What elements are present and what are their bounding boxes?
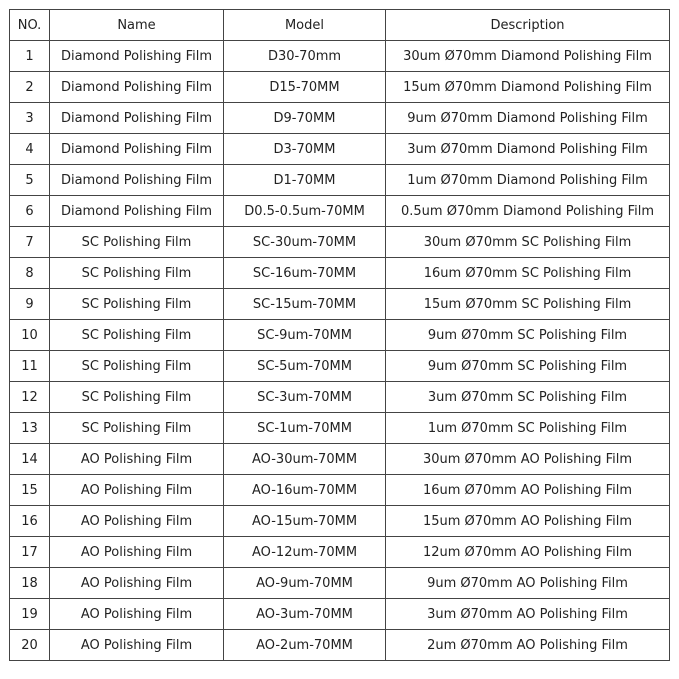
table-row bbox=[10, 444, 670, 475]
cell-description: 2um Ø70mm AO Polishing Film bbox=[386, 630, 670, 661]
cell-no: 5 bbox=[10, 165, 50, 196]
table-row bbox=[10, 475, 670, 506]
cell-description: 0.5um Ø70mm Diamond Polishing Film bbox=[386, 196, 670, 227]
cell-no: 19 bbox=[10, 599, 50, 630]
table-row bbox=[10, 103, 670, 134]
cell-description: 15um Ø70mm SC Polishing Film bbox=[386, 289, 670, 320]
table-row bbox=[10, 289, 670, 320]
cell-name: AO Polishing Film bbox=[50, 537, 224, 568]
cell-description: 12um Ø70mm AO Polishing Film bbox=[386, 537, 670, 568]
cell-no: 8 bbox=[10, 258, 50, 289]
table-row bbox=[10, 630, 670, 661]
cell-description: 3um Ø70mm AO Polishing Film bbox=[386, 599, 670, 630]
cell-model: D15-70MM bbox=[224, 72, 386, 103]
product-table bbox=[9, 9, 670, 661]
table-row bbox=[10, 196, 670, 227]
cell-model: AO-15um-70MM bbox=[224, 506, 386, 537]
cell-model: AO-30um-70MM bbox=[224, 444, 386, 475]
cell-no: 15 bbox=[10, 475, 50, 506]
cell-description: 9um Ø70mm Diamond Polishing Film bbox=[386, 103, 670, 134]
cell-description: 3um Ø70mm SC Polishing Film bbox=[386, 382, 670, 413]
table-row bbox=[10, 258, 670, 289]
cell-no: 12 bbox=[10, 382, 50, 413]
cell-name: Diamond Polishing Film bbox=[50, 134, 224, 165]
table-row bbox=[10, 506, 670, 537]
cell-name: Diamond Polishing Film bbox=[50, 165, 224, 196]
table-row bbox=[10, 134, 670, 165]
table-row bbox=[10, 41, 670, 72]
cell-name: AO Polishing Film bbox=[50, 444, 224, 475]
cell-name: AO Polishing Film bbox=[50, 599, 224, 630]
cell-model: SC-15um-70MM bbox=[224, 289, 386, 320]
cell-no: 4 bbox=[10, 134, 50, 165]
table-row bbox=[10, 320, 670, 351]
cell-model: D0.5-0.5um-70MM bbox=[224, 196, 386, 227]
table-row bbox=[10, 72, 670, 103]
cell-description: 3um Ø70mm Diamond Polishing Film bbox=[386, 134, 670, 165]
table-row bbox=[10, 413, 670, 444]
cell-model: D1-70MM bbox=[224, 165, 386, 196]
cell-description: 9um Ø70mm AO Polishing Film bbox=[386, 568, 670, 599]
cell-no: 11 bbox=[10, 351, 50, 382]
table-row bbox=[10, 599, 670, 630]
header-model: Model bbox=[224, 10, 386, 41]
table-row bbox=[10, 165, 670, 196]
cell-no: 16 bbox=[10, 506, 50, 537]
cell-model: AO-12um-70MM bbox=[224, 537, 386, 568]
cell-description: 9um Ø70mm SC Polishing Film bbox=[386, 320, 670, 351]
cell-no: 18 bbox=[10, 568, 50, 599]
cell-no: 17 bbox=[10, 537, 50, 568]
cell-model: SC-1um-70MM bbox=[224, 413, 386, 444]
cell-name: SC Polishing Film bbox=[50, 227, 224, 258]
cell-description: 30um Ø70mm AO Polishing Film bbox=[386, 444, 670, 475]
cell-description: 30um Ø70mm SC Polishing Film bbox=[386, 227, 670, 258]
cell-name: Diamond Polishing Film bbox=[50, 103, 224, 134]
cell-model: D9-70MM bbox=[224, 103, 386, 134]
cell-name: Diamond Polishing Film bbox=[50, 196, 224, 227]
cell-name: SC Polishing Film bbox=[50, 320, 224, 351]
table-row bbox=[10, 382, 670, 413]
cell-no: 1 bbox=[10, 41, 50, 72]
cell-no: 3 bbox=[10, 103, 50, 134]
cell-name: SC Polishing Film bbox=[50, 382, 224, 413]
table-row bbox=[10, 537, 670, 568]
cell-description: 9um Ø70mm SC Polishing Film bbox=[386, 351, 670, 382]
cell-model: AO-2um-70MM bbox=[224, 630, 386, 661]
cell-model: D30-70mm bbox=[224, 41, 386, 72]
cell-model: SC-16um-70MM bbox=[224, 258, 386, 289]
cell-model: SC-30um-70MM bbox=[224, 227, 386, 258]
cell-no: 9 bbox=[10, 289, 50, 320]
table-body bbox=[10, 41, 670, 661]
cell-model: SC-3um-70MM bbox=[224, 382, 386, 413]
cell-name: Diamond Polishing Film bbox=[50, 72, 224, 103]
header-description: Description bbox=[386, 10, 670, 41]
cell-no: 2 bbox=[10, 72, 50, 103]
cell-no: 14 bbox=[10, 444, 50, 475]
header-no: NO. bbox=[10, 10, 50, 41]
cell-name: AO Polishing Film bbox=[50, 506, 224, 537]
cell-no: 20 bbox=[10, 630, 50, 661]
cell-name: Diamond Polishing Film bbox=[50, 41, 224, 72]
cell-no: 7 bbox=[10, 227, 50, 258]
cell-model: SC-9um-70MM bbox=[224, 320, 386, 351]
cell-description: 16um Ø70mm SC Polishing Film bbox=[386, 258, 670, 289]
cell-model: SC-5um-70MM bbox=[224, 351, 386, 382]
cell-name: SC Polishing Film bbox=[50, 258, 224, 289]
cell-name: AO Polishing Film bbox=[50, 568, 224, 599]
cell-name: SC Polishing Film bbox=[50, 351, 224, 382]
cell-no: 13 bbox=[10, 413, 50, 444]
header-row bbox=[10, 10, 670, 41]
cell-name: AO Polishing Film bbox=[50, 630, 224, 661]
cell-model: AO-9um-70MM bbox=[224, 568, 386, 599]
cell-description: 15um Ø70mm AO Polishing Film bbox=[386, 506, 670, 537]
cell-no: 10 bbox=[10, 320, 50, 351]
cell-model: AO-16um-70MM bbox=[224, 475, 386, 506]
table-row bbox=[10, 568, 670, 599]
cell-name: SC Polishing Film bbox=[50, 289, 224, 320]
table-row bbox=[10, 351, 670, 382]
cell-description: 16um Ø70mm AO Polishing Film bbox=[386, 475, 670, 506]
cell-description: 1um Ø70mm Diamond Polishing Film bbox=[386, 165, 670, 196]
table-row bbox=[10, 227, 670, 258]
cell-description: 15um Ø70mm Diamond Polishing Film bbox=[386, 72, 670, 103]
cell-description: 1um Ø70mm SC Polishing Film bbox=[386, 413, 670, 444]
header-name: Name bbox=[50, 10, 224, 41]
cell-description: 30um Ø70mm Diamond Polishing Film bbox=[386, 41, 670, 72]
cell-model: AO-3um-70MM bbox=[224, 599, 386, 630]
cell-no: 6 bbox=[10, 196, 50, 227]
cell-model: D3-70MM bbox=[224, 134, 386, 165]
cell-name: SC Polishing Film bbox=[50, 413, 224, 444]
cell-name: AO Polishing Film bbox=[50, 475, 224, 506]
